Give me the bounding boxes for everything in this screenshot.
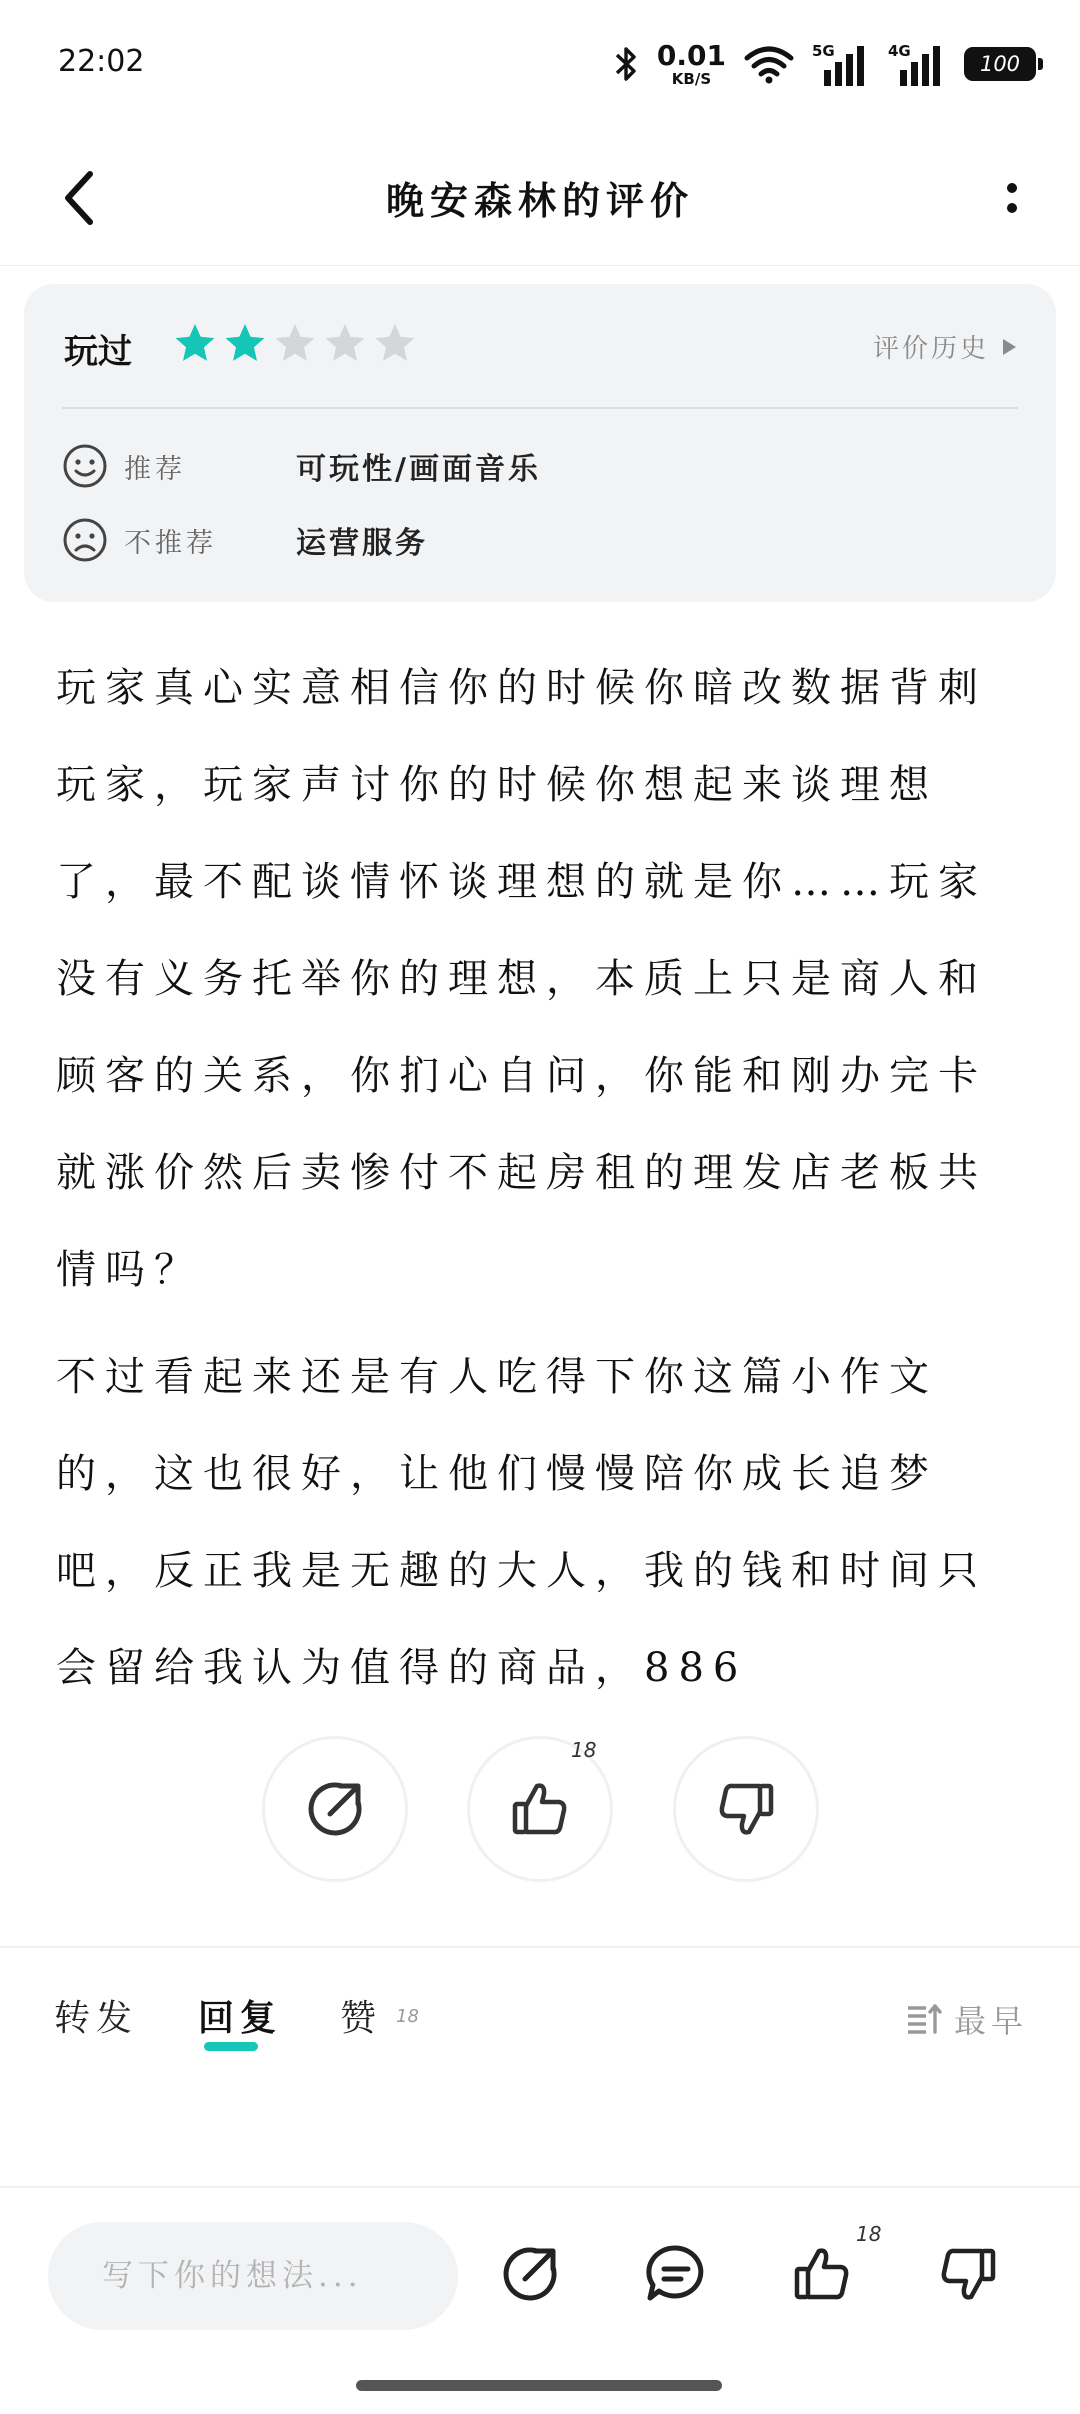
wifi-icon [744, 44, 794, 84]
review-body [56, 640, 1026, 1727]
like-count: 18 [571, 1738, 597, 1762]
star-empty-icon [374, 322, 416, 364]
thumbs-up-icon [789, 2241, 855, 2307]
bottom-like-button[interactable] [784, 2236, 860, 2312]
play-arrow-icon [1003, 339, 1016, 355]
signal-5g [812, 42, 870, 86]
more-vertical-icon [1007, 183, 1017, 193]
active-tab-indicator [204, 2042, 258, 2051]
smile-icon [62, 443, 108, 489]
header [0, 130, 1080, 266]
battery-icon: 100 [964, 47, 1036, 81]
comment-icon [643, 2241, 709, 2307]
thumbs-up-icon [507, 1776, 573, 1842]
comment-input[interactable] [48, 2222, 458, 2330]
recommend-value: 可玩性/画面音乐 [296, 452, 541, 487]
bluetooth-icon [613, 44, 639, 84]
played-label: 玩过 [64, 332, 132, 372]
dislike-button[interactable] [673, 1736, 819, 1882]
star-empty-icon [274, 322, 316, 364]
share-icon [497, 2241, 563, 2307]
status-time: 22:02 [58, 44, 145, 79]
net-speed-value: 0.01 [656, 38, 726, 72]
net-speed [656, 38, 726, 88]
bottom-like-count: 18 [856, 2222, 882, 2246]
rating-history-label: 评价历史 [872, 334, 989, 364]
status-bar [0, 0, 1080, 130]
bottom-bar-divider [0, 2186, 1080, 2188]
tab-likes[interactable]: 赞 [340, 1998, 383, 2039]
share-icon [302, 1776, 368, 1842]
more-button[interactable] [992, 170, 1032, 226]
star-rating [174, 322, 416, 364]
tab-likes-count: 18 [396, 2006, 419, 2027]
net-speed-unit: KB/S [671, 69, 712, 88]
bottom-share-button[interactable] [492, 2236, 568, 2312]
recommend-label: 推荐 [124, 453, 186, 485]
card-divider [62, 407, 1018, 409]
not-recommend-row [62, 517, 428, 563]
not-recommend-value: 运营服务 [296, 526, 428, 561]
rating-history-link[interactable] [873, 328, 1016, 365]
star-empty-icon [324, 322, 366, 364]
signal-4g [888, 42, 946, 86]
signal-4g-label: 4G [888, 42, 911, 60]
not-recommend-label: 不推荐 [124, 527, 217, 559]
frown-icon [62, 517, 108, 563]
bottom-comment-button[interactable] [638, 2236, 714, 2312]
thumbs-down-icon [713, 1776, 779, 1842]
review-paragraph: 不过看起来还是有人吃得下你这篇小作文的，这也很好，让他们慢慢陪你成长追梦吧，反正我是无趣的大人，我的钱和时间只会留给我认为值得的商品，886 [56, 1354, 987, 1691]
tabs-divider [0, 1946, 1080, 1948]
sort-icon [906, 2002, 942, 2036]
rating-card [24, 284, 1056, 602]
bottom-dislike-button[interactable] [930, 2236, 1006, 2312]
sort-label: 最早 [953, 2002, 1028, 2040]
recommend-row [62, 443, 541, 489]
status-icons [613, 36, 1036, 92]
home-indicator[interactable] [356, 2380, 722, 2391]
star-filled-icon [174, 322, 216, 364]
signal-5g-label: 5G [812, 42, 835, 60]
review-paragraph: 玩家真心实意相信你的时候你暗改数据背刺玩家，玩家声讨你的时候你想起来谈理想了，最不配谈情怀谈理想的就是你……玩家没有义务托举你的理想，本质上只是商人和顾客的关系，你扪心自问，你能和刚办完卡就涨价然后卖惨付不起房租的理发店老板共情吗？ [56, 665, 987, 1293]
thumbs-down-icon [935, 2241, 1001, 2307]
review-actions [0, 1736, 1080, 1886]
share-button[interactable] [262, 1736, 408, 1882]
sort-button[interactable] [906, 1996, 1028, 2042]
page-title: 晚安森林的评价 [385, 178, 694, 223]
tab-replies[interactable]: 回复 [198, 1997, 283, 2039]
star-filled-icon [224, 322, 266, 364]
tab-forward[interactable]: 转发 [54, 1998, 139, 2039]
